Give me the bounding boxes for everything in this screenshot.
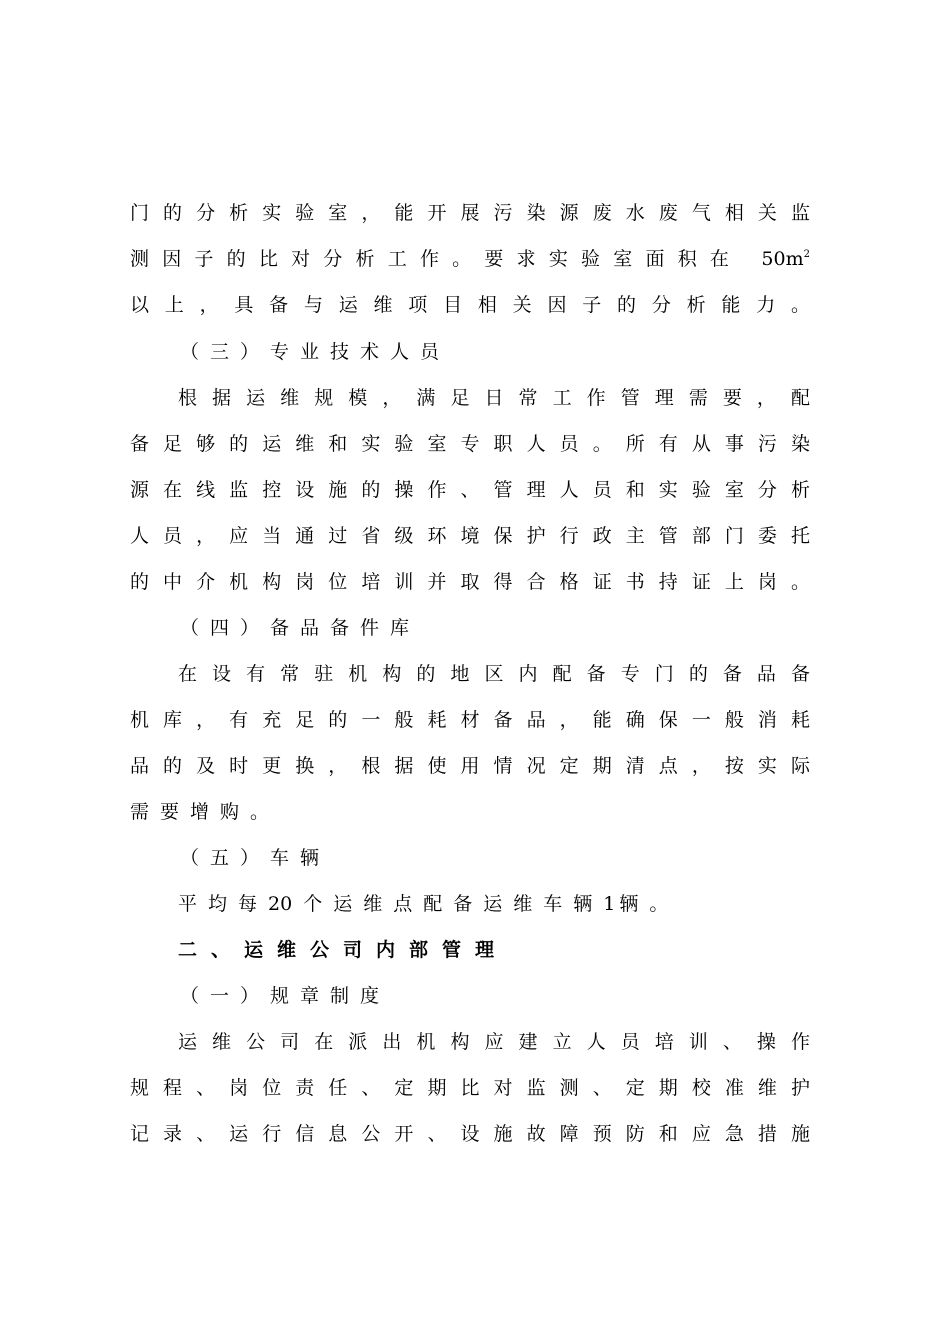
paragraph-line: 需要增购。 — [130, 801, 281, 823]
paragraph-line: 根据运维规模，满足日常工作管理需要，配 — [178, 387, 810, 409]
text-run: 个运维点配备运维车辆 — [303, 893, 604, 915]
section-heading: （四）备品备件库 — [180, 617, 421, 639]
paragraph-line — [130, 244, 810, 274]
text-run: 平均每 — [178, 893, 269, 915]
paragraph-line: 品的及时更换，根据使用情况定期清点，按实际 — [130, 755, 810, 777]
section-heading: （一）规章制度 — [180, 985, 391, 1007]
paragraph-line: 以上，具备与运维项目相关因子的分析能力。 — [130, 294, 810, 316]
paragraph-line: 人员，应当通过省级环境保护行政主管部门委托 — [130, 525, 810, 547]
text-run: 辆。 — [619, 893, 680, 915]
paragraph-line: 源在线监控设施的操作、管理人员和实验室分析 — [130, 479, 810, 501]
chapter-heading: 二、运维公司内部管理 — [178, 939, 509, 961]
paragraph-line: 备足够的运维和实验室专职人员。所有从事污染 — [130, 433, 810, 455]
text-run: 1 — [603, 893, 616, 915]
text-run: 50m — [761, 248, 804, 270]
section-heading: （五）车辆 — [180, 847, 331, 869]
paragraph-line: 的中介机构岗位培训并取得合格证书持证上岗。 — [130, 571, 810, 593]
text-run: 测因子的比对分析工作。要求实验室面积在 — [130, 248, 743, 270]
paragraph-line — [178, 889, 810, 919]
superscript: 2 — [803, 249, 810, 260]
paragraph-line: 门的分析实验室，能开展污染源废水废气相关监 — [130, 202, 810, 224]
paragraph-line: 规程、岗位责任、定期比对监测、定期校准维护 — [130, 1077, 810, 1099]
section-heading: （三）专业技术人员 — [180, 341, 451, 363]
paragraph-line: 运维公司在派出机构应建立人员培训、操作 — [178, 1031, 810, 1053]
paragraph-line: 机库，有充足的一般耗材备品，能确保一般消耗 — [130, 709, 810, 731]
paragraph-line: 记录、运行信息公开、设施故障预防和应急措施 — [130, 1123, 810, 1145]
text-run: 20 — [268, 893, 293, 915]
paragraph-line: 在设有常驻机构的地区内配备专门的备品备 — [178, 663, 810, 685]
